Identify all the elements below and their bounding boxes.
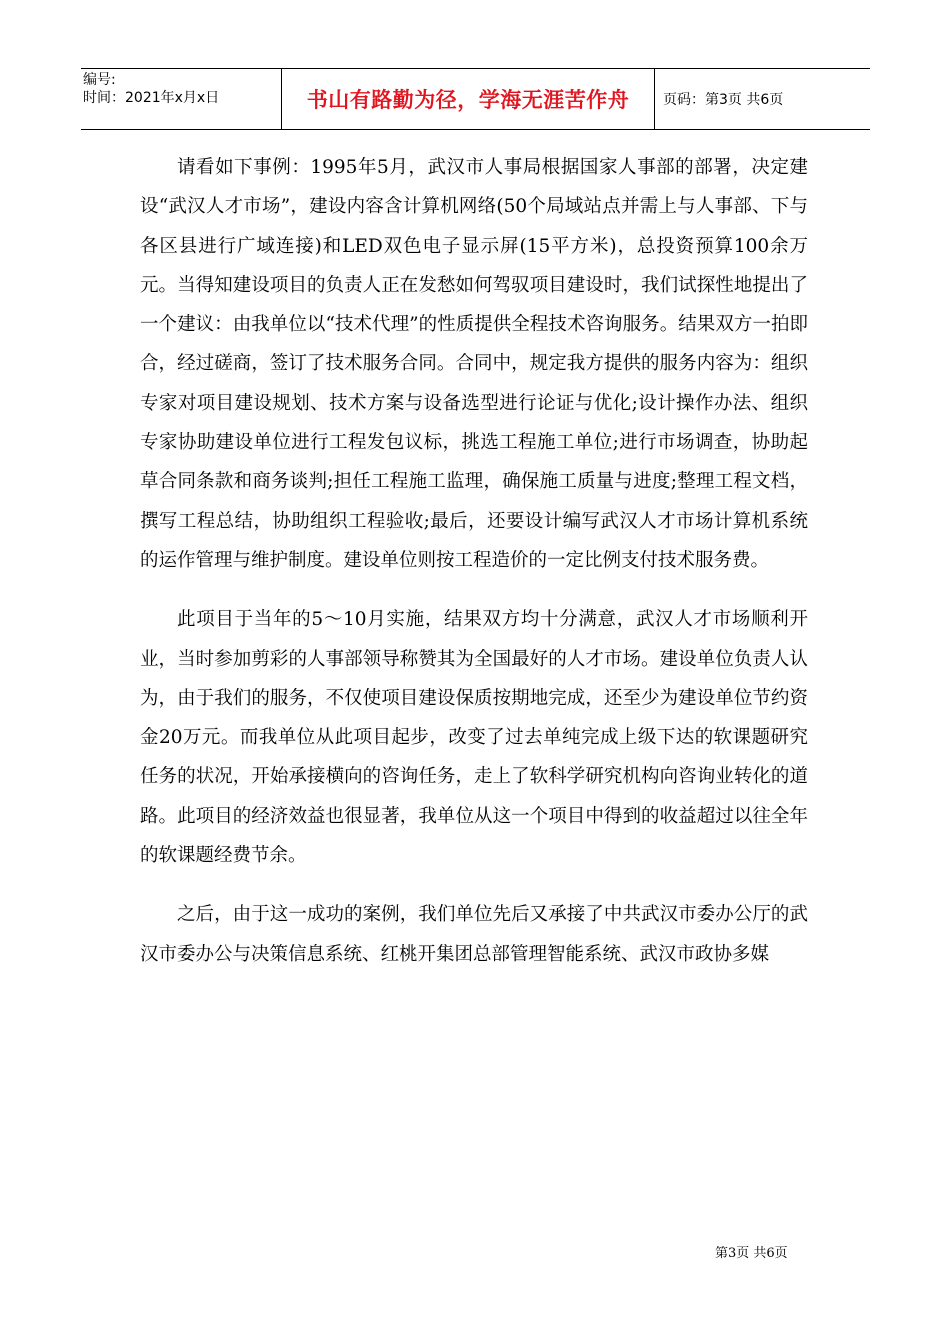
header-meta — [81, 69, 282, 129]
code-label: 编号: — [83, 72, 116, 88]
page-footer: 第3页 共6页 — [715, 1246, 788, 1261]
paragraph: 之后，由于这一成功的案例，我们单位先后又承接了中共武汉市委办公厅的武汉市委办公与决策信息系统、红桃开集团总部管理智能系统、武汉市政协多媒 — [140, 904, 808, 965]
paragraph: 此项目于当年的5～10月实施，结果双方均十分满意，武汉人才市场顺利开业，当时参加剪彩的人事部领导称赞其为全国最好的人才市场。建设单位负责人认为，由于我们的服务，不仅使项目建设保质按期地完成，还至少为建设单位节约资金20万元。而我单位从此项目起步，改变了过去单纯完成上级下达的软课题研究任务的状况，开始承接横向的咨询任务，走上了软科学研究机构向咨询业转化的道路。此项目的经济效益也很显著，我单位从这一个项目中得到的收益超过以往全年的软课题经费节余。 — [140, 609, 808, 867]
paragraph: 请看如下事例：1995年5月，武汉市人事局根据国家人事部的部署，决定建设“武汉人才市场”，建设内容含计算机网络(50个局域站点并需上与人事部、下与各区县进行广域连接)和LED双色电子显示屏(15平方米)，总投资预算100余万元。当得知建设项目的负责人正在发愁如何驾驭项目建设时，我们试探性地提出了一个建议：由我单位以“技术代理”的性质提供全程技术咨询服务。结果双方一拍即合，经过磋商，签订了技术服务合同。合同中，规定我方提供的服务内容为：组织专家对项目建设规划、技术方案与设备选型进行论证与优化;设计操作办法、组织专家协助建设单位进行工程发包议标，挑选工程施工单位;进行市场调查，协助起草合同条款和商务谈判;担任工程施工监理，确保施工质量与进度;整理工程文档，撰写工程总结，协助组织工程验收;最后，还要设计编写武汉人才市场计算机系统的运作管理与维护制度。建设单位则按工程造价的一定比例支付技术服务费。 — [140, 157, 808, 571]
document-body — [140, 148, 808, 974]
time-label: 时间：2021年x月x日 — [83, 90, 220, 106]
page-header — [81, 68, 870, 130]
header-motto: 书山有路勤为径，学海无涯苦作舟 — [282, 69, 655, 129]
header-page-info: 页码：第3页 共6页 — [663, 92, 784, 108]
